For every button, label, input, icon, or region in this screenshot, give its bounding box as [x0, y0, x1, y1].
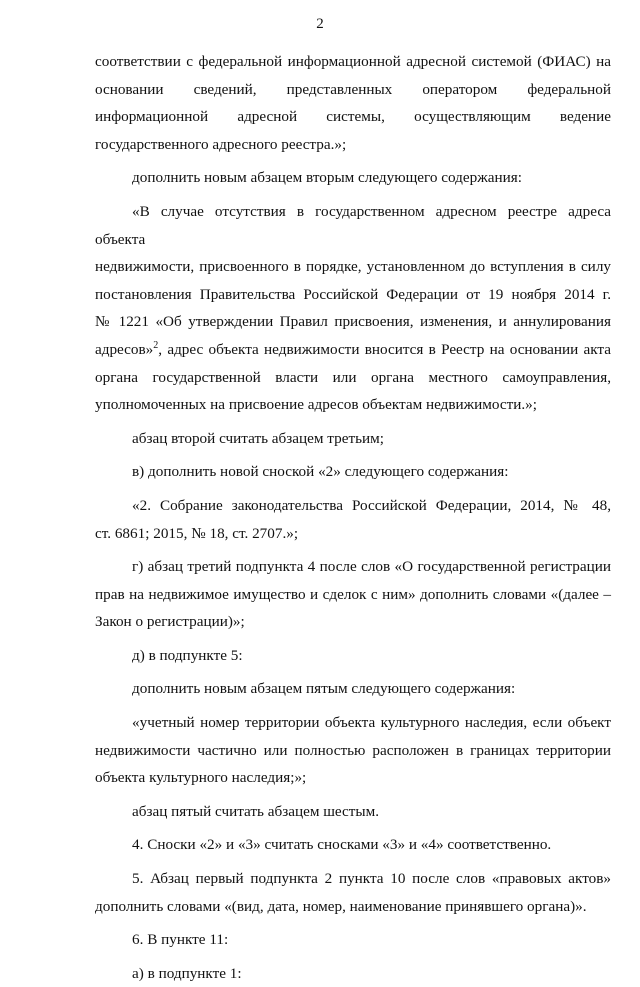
text-line: дополнить словами «(вид, дата, номер, наименование принявшего органа)».	[95, 897, 587, 915]
text-line: абзац второй считать абзацем третьим;	[132, 429, 384, 447]
text-line: дополнить новым абзацем пятым следующего содержания:	[132, 680, 516, 698]
text-line: д) в подпункте 5:	[132, 646, 243, 664]
text-line: Закон о регистрации)»;	[95, 613, 245, 631]
text-line: прав на недвижимое имущество и сделок с ним» дополнить словами «(далее –	[95, 585, 611, 603]
text-line: соответствии с федеральной информационной адресной системой (ФИАС) на	[95, 53, 611, 70]
text-line: ст. 6861; 2015, № 18, ст. 2707.»;	[95, 524, 299, 542]
paragraph-2	[95, 164, 611, 192]
text-line: постановления Правительства Российской Федерации от 19 ноября 2014 г.	[95, 285, 611, 303]
text-line	[95, 336, 611, 364]
page-number: 2	[316, 16, 324, 32]
text-fragment: адресов»	[95, 340, 154, 358]
text-fragment: , адрес объекта недвижимости вносится в Реестр на основании акта	[158, 340, 611, 358]
text-line: основании сведений, представленных оператором федеральной	[95, 80, 611, 98]
text-line: недвижимости частично или полностью расположен в границах территории	[95, 741, 611, 759]
text-line: «учетный номер территории объекта культурного наследия, если объект	[132, 714, 611, 732]
text-line: недвижимости, присвоенного в порядке, установленном до вступления в силу	[95, 258, 611, 276]
paragraph-3	[95, 198, 611, 419]
paragraph-15	[95, 960, 611, 987]
text-line: № 1221 «Об утверждении Правил присвоения, изменения, и аннулирования	[95, 313, 611, 331]
text-line: информационной адресной системы, осуществляющим ведение	[95, 108, 611, 126]
paragraph-4	[95, 425, 611, 453]
text-line: объекта культурного наследия;»;	[95, 769, 307, 787]
paragraph-12	[95, 831, 611, 859]
paragraph-10	[95, 709, 611, 792]
paragraph-8	[95, 642, 611, 670]
text-line: органа государственной власти или органа местного самоуправления,	[95, 368, 611, 386]
paragraph-7	[95, 553, 611, 636]
text-line: государственного адресного реестра.»;	[95, 135, 347, 153]
text-line: «2. Собрание законодательства Российской Федерации, 2014, № 48,	[132, 496, 611, 514]
text-line: г) абзац третий подпункта 4 после слов «О государственной регистрации	[132, 558, 611, 576]
paragraph-13	[95, 865, 611, 920]
paragraph-14	[95, 926, 611, 954]
paragraph-11	[95, 798, 611, 826]
footnote-ref: 2	[153, 339, 159, 351]
paragraph-5	[95, 458, 611, 486]
text-line: в) дополнить новой сноской «2» следующего содержания:	[132, 463, 509, 481]
text-line: «В случае отсутствия в государственном адресном реестре адреса объекта	[95, 202, 611, 248]
text-line: 5. Абзац первый подпункта 2 пункта 10 после слов «правовых актов»	[132, 870, 611, 888]
paragraph-9	[95, 675, 611, 703]
text-line: дополнить новым абзацем вторым следующего содержания:	[132, 169, 522, 187]
text-line: 4. Сноски «2» и «3» считать сносками «3» и «4» соответственно.	[132, 836, 552, 854]
document-body	[95, 48, 611, 987]
text-line: а) в подпункте 1:	[132, 964, 242, 982]
text-line: 6. В пункте 11:	[132, 931, 229, 949]
text-line: абзац пятый считать абзацем шестым.	[132, 802, 380, 820]
text-line: уполномоченных на присвоение адресов объектам недвижимости.»;	[95, 396, 537, 414]
paragraph-6	[95, 492, 611, 547]
paragraph-1	[95, 48, 611, 158]
